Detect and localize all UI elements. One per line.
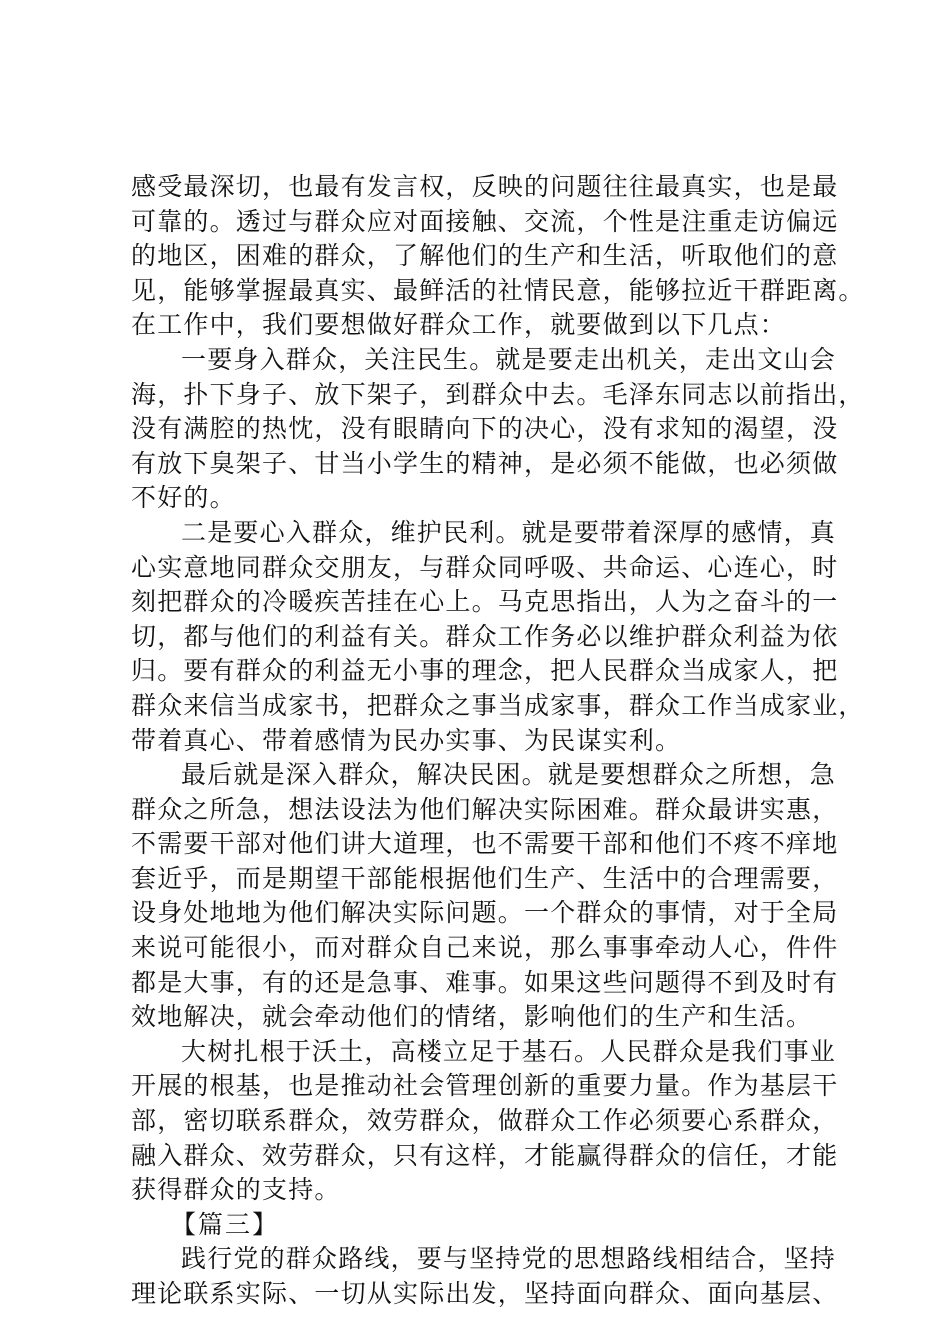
text-line: 海，扑下身子、放下架子，到群众中去。毛泽东同志以前指出， (131, 379, 865, 409)
text-line: 效地解决，就会牵动他们的情绪，影响他们的生产和生活。 (131, 1002, 813, 1032)
text-line: 心实意地同群众交朋友，与群众同呼吸、共命运、心连心，时 (131, 552, 839, 582)
text-line: 有放下臭架子、甘当小学生的精神，是必须不能做，也必须做 (131, 448, 839, 478)
text-line: 套近乎，而是期望干部能根据他们生产、生活中的合理需要， (131, 863, 839, 893)
text-line: 开展的根基，也是推动社会管理创新的重要力量。作为基层干 (131, 1071, 839, 1101)
text-line: 融入群众、效劳群众，只有这样，才能赢得群众的信任，才能 (131, 1140, 839, 1170)
text-line: 群众来信当成家书，把群众之事当成家事，群众工作当成家业， (131, 690, 865, 720)
text-line: 不好的。 (131, 483, 236, 513)
text-line: 不需要干部对他们讲大道理，也不需要干部和他们不疼不痒地 (131, 829, 839, 859)
document-body (131, 170, 865, 1312)
text-line: 都是大事，有的还是急事、难事。如果这些问题得不到及时有 (131, 967, 839, 997)
text-line: 最后就是深入群众，解决民困。就是要想群众之所想，急 (181, 760, 837, 790)
text-line: 二是要心入群众，维护民利。就是要带着深厚的感情，真 (181, 517, 837, 547)
text-line: 刻把群众的冷暖疾苦挂在心上。马克思指出，人为之奋斗的一 (131, 587, 839, 617)
section-heading: 【篇三】 (171, 1209, 280, 1239)
text-line: 在工作中，我们要想做好群众工作，就要做到以下几点： (131, 310, 787, 340)
text-line: 部，密切联系群众，效劳群众，做群众工作必须要心系群众， (131, 1106, 839, 1136)
paragraph-final (131, 1242, 839, 1311)
paragraph-5 (131, 1035, 839, 1208)
paragraph-2 (131, 343, 865, 516)
text-line: 带着真心、带着感情为民办实事、为民谋实利。 (131, 725, 682, 755)
text-line: 群众之所急，想法设法为他们解决实际困难。群众最讲实惠， (131, 794, 839, 824)
text-line: 可靠的。透过与群众应对面接触、交流，个性是注重走访偏远 (131, 206, 839, 236)
text-line: 切，都与他们的利益有关。群众工作务必以维护群众利益为依 (131, 621, 839, 651)
paragraph-1 (131, 170, 865, 343)
text-line: 理论联系实际、一切从实际出发，坚持面向群众、面向基层、 (131, 1279, 839, 1308)
text-line: 一要身入群众，关注民生。就是要走出机关，走出文山会 (181, 344, 837, 374)
paragraph-3 (131, 516, 865, 758)
text-line: 来说可能很小，而对群众自己来说，那么事事牵动人心，件件 (131, 933, 839, 963)
text-line: 的地区，困难的群众，了解他们的生产和生活，听取他们的意 (131, 241, 839, 271)
text-line: 感受最深切，也最有发言权，反映的问题往往最真实，也是最 (131, 172, 839, 201)
text-line: 践行党的群众路线，要与坚持党的思想路线相结合，坚持 (181, 1244, 837, 1274)
text-line: 没有满腔的热忱，没有眼睛向下的决心，没有求知的渴望，没 (131, 414, 839, 444)
text-line: 见，能够掌握最真实、最鲜活的社情民意，能够拉近干群距离。 (131, 275, 865, 305)
text-line: 获得群众的支持。 (131, 1175, 341, 1205)
text-line: 归。要有群众的利益无小事的理念，把人民群众当成家人，把 (131, 656, 839, 686)
text-line: 大树扎根于沃土，高楼立足于基石。人民群众是我们事业 (181, 1036, 837, 1066)
text-line: 设身处地地为他们解决实际问题。一个群众的事情，对于全局 (131, 898, 839, 928)
paragraph-4 (131, 758, 839, 1035)
